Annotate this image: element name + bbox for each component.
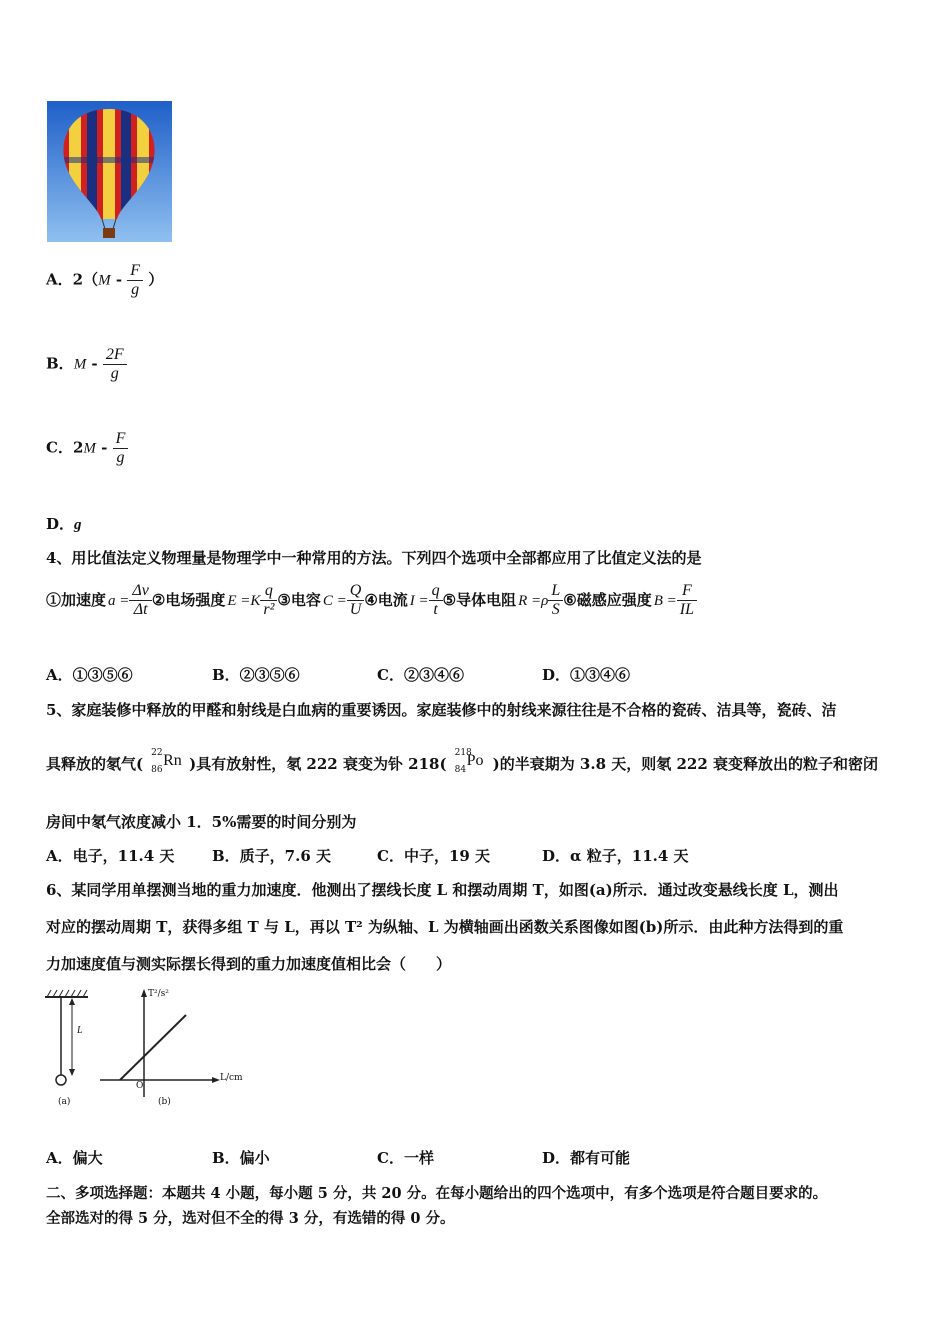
- q4-option-c: C．②③④⑥: [377, 666, 464, 684]
- q4-option-b: B．②③⑤⑥: [212, 666, 300, 684]
- q5-line-1: 5、家庭装修中释放的甲醛和射线是白血病的重要诱因。家庭装修中的射线来源往往是不合格的瓷砖、洁具等，瓷砖、洁: [46, 701, 837, 719]
- q3-c-fraction: $\frac{F}{g}$: [113, 430, 129, 467]
- q3-option-a: A．2（M - $\frac{F}{g}$ ）: [46, 262, 164, 298]
- section-2-heading-line-2: 全部选对的得 5 分，选对但不全的得 3 分，有选错的得 0 分。: [46, 1210, 455, 1227]
- q6-option-b: B．偏小: [212, 1149, 270, 1167]
- q5-line-2: 具释放的氡气( 22 86 Rn )具有放射性，氡 222 衰变为钋 218( 218 84 Po )的半衰期为 3.8 天，则氡 222 衰变释放出的粒子和密闭: [46, 752, 878, 778]
- fig-b-x-axis-label: L/cm: [220, 1073, 243, 1083]
- polonium-nuclide: 218 84 Po: [454, 748, 484, 775]
- q4-item-5-fraction: $\frac{L}{S}$: [548, 582, 563, 619]
- graph-figure-b: [98, 985, 248, 1115]
- q4-item-3: ③电容 C = $\frac{Q}{U}$: [277, 591, 364, 609]
- q4-items: [46, 582, 697, 619]
- q3-option-d: D．g: [46, 515, 82, 533]
- q3-a-fraction: $\frac{F}{g}$: [127, 262, 143, 299]
- q4-item-4: ④电流 I = $\frac{q}{t}$: [364, 591, 442, 609]
- fig-b-origin-label: O: [136, 1081, 144, 1091]
- hot-air-balloon-image: [47, 101, 172, 242]
- fig-b-caption: (b): [158, 1097, 171, 1107]
- q5-line-3: 房间中氡气浓度减小 1．5%需要的时间分别为: [46, 813, 357, 831]
- q5-option-c: C．中子，19 天: [377, 847, 491, 865]
- q5-option-b: B．质子，7.6 天: [212, 847, 331, 865]
- q4-item-4-fraction: $\frac{q}{t}$: [429, 582, 443, 619]
- q3-option-b: B．M - $\frac{2F}{g}$: [46, 346, 127, 383]
- q3-option-c: C．2M - $\frac{F}{g}$: [46, 430, 128, 467]
- q5-option-a: A．电子，11.4 天: [46, 847, 175, 865]
- pendulum-figure-a: [40, 985, 100, 1115]
- q4-item-1-fraction: $\frac{\Delta v}{\Delta t}$: [129, 582, 152, 619]
- section-2-heading-line-1: 二、多项选择题：本题共 4 小题，每小题 5 分，共 20 分。在每小题给出的四个选项中，有多个选项是符合题目要求的。: [46, 1185, 828, 1202]
- q4-option-a: A．①③⑤⑥: [46, 666, 133, 684]
- fig-b-y-axis-label: T²/s²: [148, 989, 169, 999]
- q6-option-c: C．一样: [377, 1149, 434, 1167]
- fig-a-caption: (a): [58, 1097, 71, 1107]
- q4-item-6: ⑥磁感应强度 B = $\frac{F}{IL}$: [563, 591, 697, 609]
- q4-item-3-fraction: $\frac{Q}{U}$: [347, 582, 365, 619]
- q4-item-6-fraction: $\frac{F}{IL}$: [677, 582, 697, 619]
- q4-item-2: ②电场强度 E =K $\frac{q}{\text{r²}}$: [152, 591, 278, 609]
- q6-option-d: D．都有可能: [542, 1149, 631, 1167]
- q4-item-5: ⑤导体电阻 R =ρ $\frac{L}{S}$: [443, 591, 564, 609]
- q6-line-2: 对应的摆动周期 T，获得多组 T 与 L，再以 T² 为纵轴、L 为横轴画出函数关系图像如图(b)所示．由此种方法得到的重: [46, 918, 844, 936]
- q4-item-2-fraction: $\frac{q}{\text{r²}}$: [260, 582, 277, 619]
- q4-item-1: ①加速度 a = $\frac{\Delta v}{\Delta t}$: [46, 591, 152, 609]
- q3-b-fraction: $\frac{2F}{g}$: [103, 346, 127, 383]
- q6-option-a: A．偏大: [46, 1149, 103, 1167]
- radon-nuclide: 22 86 Rn: [151, 748, 182, 775]
- q4-stem: 4、用比值法定义物理量是物理学中一种常用的方法。下列四个选项中全部都应用了比值定义法的是: [46, 549, 702, 567]
- q5-option-d: D．α 粒子，11.4 天: [542, 847, 689, 865]
- fig-a-length-label: L: [77, 1025, 83, 1036]
- q6-line-3: 力加速度值与测实际摆长得到的重力加速度值相比会（ ）: [46, 955, 452, 973]
- q6-line-1: 6、某同学用单摆测当地的重力加速度．他测出了摆线长度 L 和摆动周期 T，如图(a)所示．通过改变悬线长度 L，测出: [46, 881, 839, 899]
- q4-option-d: D．①③④⑥: [542, 666, 631, 684]
